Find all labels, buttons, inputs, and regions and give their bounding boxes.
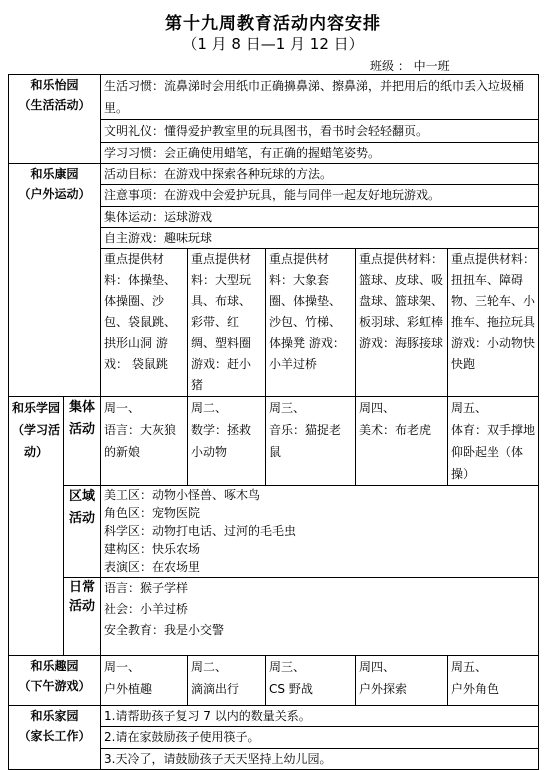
section-afternoon-header bbox=[9, 656, 101, 706]
section-family-content bbox=[101, 706, 539, 770]
afternoon-fri-content: 户外角色 bbox=[451, 682, 500, 696]
afternoon-fri-day: 周五、 bbox=[451, 660, 488, 674]
activity-table bbox=[8, 74, 539, 770]
materials-wed: 重点提供材料：大象套圈、体操垫、沙包、竹梯、体操凳 游戏：小羊过桥 bbox=[266, 249, 356, 397]
collective-mon-day: 周一、 bbox=[104, 401, 141, 415]
section-afternoon bbox=[9, 656, 539, 706]
outdoor-group: 集体运动：运球游戏 bbox=[101, 206, 538, 227]
collective-tue-day: 周二、 bbox=[191, 401, 228, 415]
collective-wed bbox=[266, 397, 356, 486]
daily-social: 社会：小羊过桥 bbox=[104, 602, 189, 616]
daily-safety: 安全教育：我是小交警 bbox=[104, 623, 225, 637]
collective-wed-content: 音乐：猫捉老鼠 bbox=[269, 423, 342, 459]
afternoon-wed bbox=[266, 656, 356, 706]
section-family-name: 和乐家园 bbox=[30, 709, 79, 723]
life-etiquette: 文明礼仪：懂得爱护教室里的玩具图书，看书时会轻轻翻页。 bbox=[101, 119, 538, 142]
afternoon-tue bbox=[188, 656, 266, 706]
afternoon-thu-content: 户外探索 bbox=[359, 682, 408, 696]
family-item-2: 2.请在家鼓励孩子使用筷子。 bbox=[101, 726, 538, 748]
section-life-name: 和乐怡园 bbox=[30, 78, 79, 92]
life-study-habit: 学习习惯：会正确使用蜡笔，有正确的握蜡笔姿势。 bbox=[101, 142, 538, 163]
study-area-content bbox=[101, 486, 539, 578]
collective-mon bbox=[101, 397, 188, 486]
afternoon-mon bbox=[101, 656, 188, 706]
afternoon-mon-day: 周一、 bbox=[104, 660, 141, 674]
materials-mon: 重点提供材料：体操垫、体操圈、沙包、袋鼠跳、拱形山洞 游戏： 袋鼠跳 bbox=[101, 249, 188, 397]
collective-thu-day: 周四、 bbox=[359, 401, 396, 415]
collective-fri bbox=[448, 397, 539, 486]
class-label: 班级 ： 中一班 bbox=[370, 59, 450, 73]
life-habit: 生活习惯：流鼻涕时会用纸巾正确擤鼻涕、擦鼻涕，并把用后的纸巾丢入垃圾桶里。 bbox=[104, 79, 525, 115]
afternoon-thu-day: 周四、 bbox=[359, 660, 396, 674]
afternoon-mon-content: 户外植趣 bbox=[104, 682, 153, 696]
area-art: 美工区：动物小怪兽、啄木鸟 bbox=[104, 488, 261, 502]
section-family-sub: （家长工作） bbox=[18, 729, 91, 743]
section-outdoor-name: 和乐康园 bbox=[30, 167, 79, 181]
materials-tue: 重点提供材料：大型玩具、布球、彩带、红绸、塑料圈 游戏：赶小猪 bbox=[188, 249, 266, 397]
section-family-header bbox=[9, 706, 101, 770]
study-collective-label: 集体活动 bbox=[64, 397, 101, 486]
collective-thu-content: 美术：布老虎 bbox=[359, 423, 432, 437]
afternoon-wed-content: CS 野战 bbox=[269, 682, 313, 696]
section-life-content bbox=[101, 75, 539, 164]
section-outdoor-goals bbox=[101, 164, 539, 249]
outdoor-notes: 注意事项：在游戏中会爱护玩具，能与同伴一起友好地玩游戏。 bbox=[101, 184, 538, 206]
area-build: 建构区：快乐农场 bbox=[104, 542, 201, 556]
section-life bbox=[9, 75, 539, 164]
afternoon-tue-day: 周二、 bbox=[191, 660, 228, 674]
section-afternoon-name: 和乐趣园 bbox=[30, 659, 79, 673]
section-life-sub: （生活活动） bbox=[18, 98, 91, 112]
collective-mon-content: 语言：大灰狼的新娘 bbox=[104, 423, 177, 459]
area-science: 科学区：动物打电话、过河的毛毛虫 bbox=[104, 524, 297, 538]
collective-fri-content: 体育：双手撑地仰卧起坐（体操） bbox=[451, 423, 536, 481]
afternoon-tue-content: 滴滴出行 bbox=[191, 682, 240, 696]
outdoor-free: 自主游戏：趣味玩球 bbox=[101, 227, 538, 248]
section-family bbox=[9, 706, 539, 770]
study-daily-label: 日常活动 bbox=[64, 578, 101, 656]
collective-thu bbox=[356, 397, 448, 486]
collective-tue bbox=[188, 397, 266, 486]
study-area-label: 区域活动 bbox=[64, 486, 101, 578]
section-outdoor bbox=[9, 164, 539, 249]
collective-wed-day: 周三、 bbox=[269, 401, 306, 415]
page-title: 第十九周教育活动内容安排 bbox=[165, 14, 381, 34]
afternoon-thu bbox=[356, 656, 448, 706]
section-outdoor-header bbox=[9, 164, 101, 397]
collective-tue-content: 数学：拯救小动物 bbox=[191, 423, 252, 459]
section-outdoor-sub: （户外运动） bbox=[18, 187, 91, 201]
daily-language: 语言：猴子学样 bbox=[104, 581, 189, 595]
study-collective-row bbox=[9, 397, 539, 486]
study-area-row bbox=[9, 486, 539, 578]
area-perform: 表演区：在农场里 bbox=[104, 560, 201, 574]
family-item-3: 3.天冷了，请鼓励孩子天天坚持上幼儿园。 bbox=[101, 748, 538, 769]
afternoon-wed-day: 周三、 bbox=[269, 660, 306, 674]
section-study-header: 和乐学园（学习活动） bbox=[9, 397, 64, 656]
afternoon-fri bbox=[448, 656, 539, 706]
section-afternoon-sub: （下午游戏） bbox=[18, 679, 91, 693]
section-life-header bbox=[9, 75, 101, 164]
study-daily-row bbox=[9, 578, 539, 656]
collective-fri-day: 周五、 bbox=[451, 401, 488, 415]
family-item-1: 1.请帮助孩子复习 7 以内的数量关系。 bbox=[104, 709, 311, 723]
date-range: （1 月 8 日—1 月 12 日） bbox=[182, 35, 364, 53]
materials-fri: 重点提供材料：扭扭车、障碍物、三轮车、小推车、拖拉玩具 游戏：小动物快快跑 bbox=[448, 249, 539, 397]
outdoor-goal: 活动目标：在游戏中探索各种玩球的方法。 bbox=[104, 167, 333, 181]
study-daily-content bbox=[101, 578, 539, 656]
area-role: 角色区：宠物医院 bbox=[104, 506, 201, 520]
materials-thu: 重点提供材料：篮球、皮球、吸盘球、篮球架、板羽球、彩虹棒 游戏：海豚接球 bbox=[356, 249, 448, 397]
